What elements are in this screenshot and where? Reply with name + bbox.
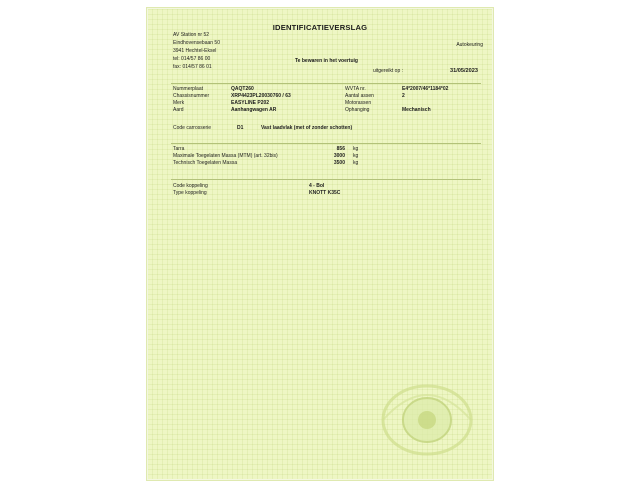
coupling-label-type: Type koppeling bbox=[173, 190, 207, 196]
issued-label: uitgereikt op : bbox=[373, 68, 404, 74]
address-line-1: AV Station nr 52 bbox=[173, 32, 210, 38]
address-line-3: 3941 Hechtel-Eksel bbox=[173, 48, 217, 54]
issued-date: 31/05/2023 bbox=[450, 68, 478, 74]
field-label-axles: Aantal assen bbox=[345, 93, 374, 99]
field-label-chassis: Chassisnummer bbox=[173, 93, 210, 99]
coupling-value-type: KNOTT K35C bbox=[309, 190, 341, 196]
field-label-wvta: WVTA nr. bbox=[345, 86, 366, 92]
mass-unit-mtm: kg bbox=[353, 153, 359, 159]
field-label-plate: Nummerplaat bbox=[173, 86, 204, 92]
mass-unit-tare: kg bbox=[353, 146, 359, 152]
mass-label-technical: Technisch Toegelaten Massa bbox=[173, 160, 238, 166]
field-value-body-description: Vast laadvlak (met of zonder schotten) bbox=[261, 125, 353, 131]
mass-unit-technical: kg bbox=[353, 160, 359, 166]
field-value-kind: Aanhangwagen AR bbox=[231, 107, 277, 113]
address-tel: tel: 014/57 86 00 bbox=[173, 56, 211, 62]
coupling-value-code: 4 - Bol bbox=[309, 183, 325, 189]
field-label-body-code: Code carrosserie bbox=[173, 125, 212, 131]
field-label-brand: Merk bbox=[173, 100, 185, 106]
field-label-motor-axles: Motorassen bbox=[345, 100, 372, 106]
divider bbox=[171, 179, 481, 180]
address-fax: fax: 014/57 86 01 bbox=[173, 64, 212, 70]
field-label-kind: Aard bbox=[173, 107, 184, 113]
keep-in-vehicle-notice: Te bewaren in het voertuig bbox=[295, 58, 358, 64]
mass-label-tare: Tarra bbox=[173, 146, 185, 152]
identification-report-sheet bbox=[146, 7, 494, 481]
field-value-suspension: Mechanisch bbox=[402, 107, 431, 113]
field-value-wvta: E4*2007/46*1184*02 bbox=[402, 86, 449, 92]
field-value-axles: 2 bbox=[402, 93, 405, 99]
coupling-label-code: Code koppeling bbox=[173, 183, 208, 189]
field-value-chassis: XRP4423PL20030760 / 63 bbox=[231, 93, 291, 99]
mass-value-mtm: 3000 bbox=[333, 153, 345, 159]
divider bbox=[171, 143, 481, 144]
field-label-suspension: Ophanging bbox=[345, 107, 370, 113]
org-tag: Autokeuring bbox=[456, 42, 483, 48]
address-line-2: Eindhovensebaan 50 bbox=[173, 40, 220, 46]
mass-value-tare: 856 bbox=[336, 146, 345, 152]
field-value-brand: EASYLINE P202 bbox=[231, 100, 270, 106]
divider bbox=[171, 83, 481, 84]
mass-label-mtm: Maximale Toegelaten Massa (MTM) (art. 32bis) bbox=[173, 153, 278, 159]
security-watermark bbox=[375, 370, 475, 470]
mass-value-technical: 3500 bbox=[333, 160, 345, 166]
document-title: IDENTIFICATIEVERSLAG bbox=[272, 23, 368, 32]
field-value-body-code: D1 bbox=[237, 125, 244, 131]
field-value-plate: QAQT260 bbox=[231, 86, 254, 92]
